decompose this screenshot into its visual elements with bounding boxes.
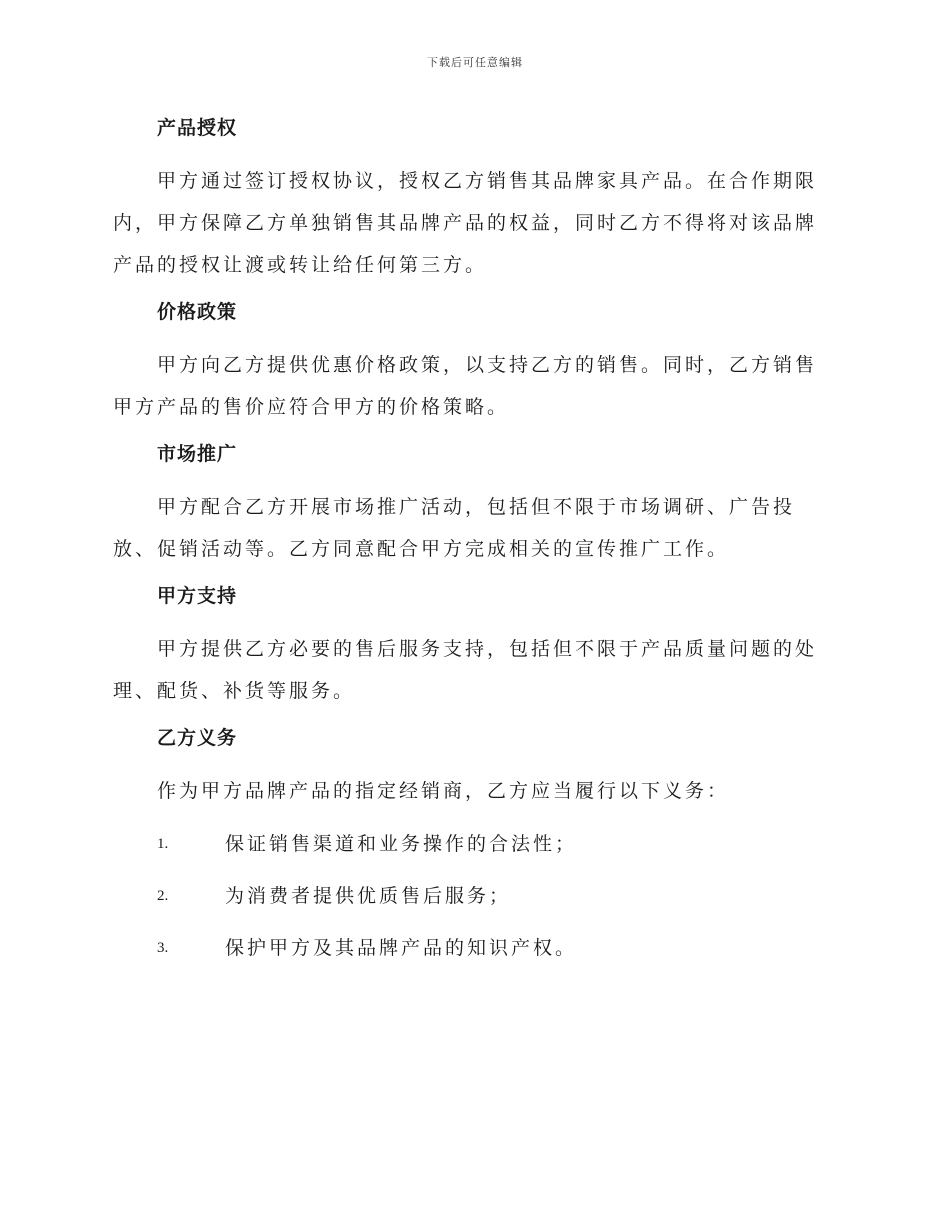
section-paragraph: 作为甲方品牌产品的指定经销商，乙方应当履行以下义务： [157,780,730,802]
list-text: 为消费者提供优质售后服务； [225,885,512,907]
section-party-b-obligations [113,720,833,974]
page-header: 下载后可任意编辑 [427,56,523,69]
document-body [113,110,833,974]
section-party-a-support [113,578,833,712]
section-heading: 乙方义务 [157,727,238,749]
section-heading: 甲方支持 [157,585,238,607]
list-number: 2. [157,888,169,904]
section-paragraph: 甲方向乙方提供优惠价格政策，以支持乙方的销售。同时，乙方销售甲方产品的售价应符合甲方的价格策略。 [113,354,818,418]
list-item [113,922,833,974]
section-paragraph: 甲方配合乙方开展市场推广活动，包括但不限于市场调研、广告投放、促销活动等。乙方同意配合甲方完成相关的宣传推广工作。 [113,496,796,560]
list-text: 保护甲方及其品牌产品的知识产权。 [225,937,578,959]
section-market-promotion [113,436,833,570]
section-heading: 市场推广 [157,443,238,465]
list-item [113,818,833,870]
section-heading: 产品授权 [157,117,238,139]
section-paragraph: 甲方通过签订授权协议，授权乙方销售其品牌家具产品。在合作期限内，甲方保障乙方单独销售其品牌产品的权益，同时乙方不得将对该品牌产品的授权让渡或转让给任何第三方。 [113,170,818,276]
obligations-list [113,818,833,974]
section-product-authorization [113,110,833,286]
section-heading: 价格政策 [157,301,238,323]
section-paragraph: 甲方提供乙方必要的售后服务支持，包括但不限于产品质量问题的处理、配货、补货等服务。 [113,638,818,702]
list-text: 保证销售渠道和业务操作的合法性； [225,833,578,855]
section-price-policy [113,294,833,428]
list-item [113,870,833,922]
list-number: 3. [157,940,169,956]
list-number: 1. [157,836,169,852]
